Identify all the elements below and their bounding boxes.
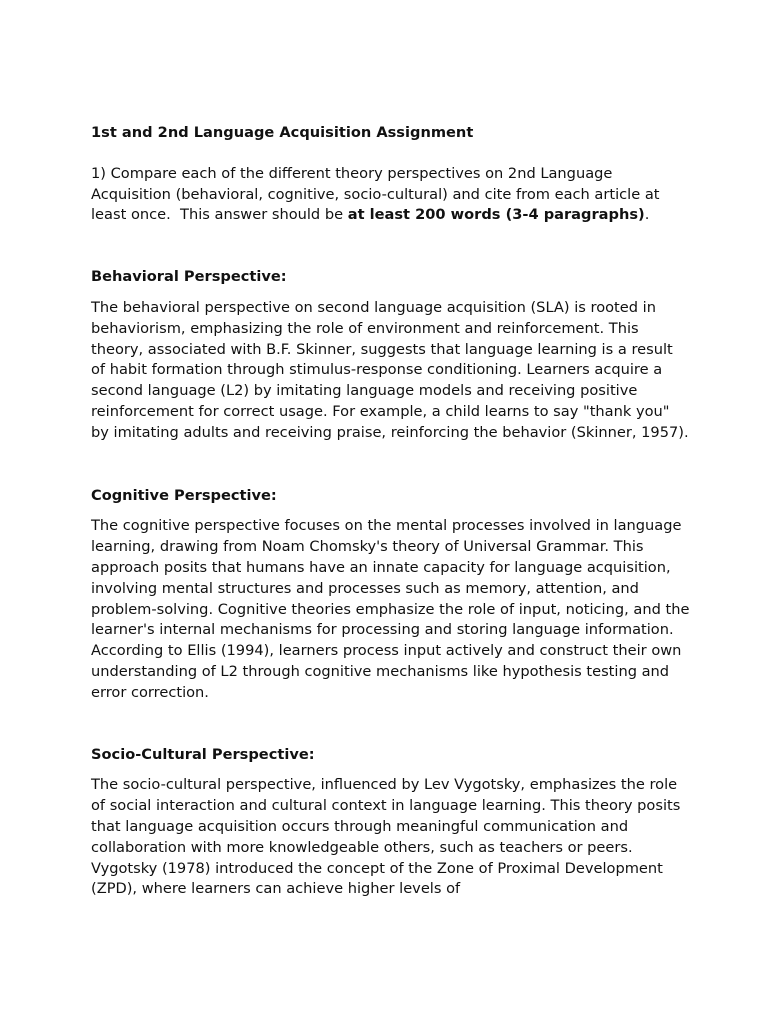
document-title: 1st and 2nd Language Acquisition Assignment [91,124,474,141]
question-text: 1) Compare each of the different theory perspectives on 2nd Language Acquisition (behavioral, cognitive, socio-cultural) and cite from each article at least once. This answer should be [91,164,660,224]
assignment-question [91,164,691,226]
sociocultural-paragraph: The socio-cultural perspective, influenced by Lev Vygotsky, emphasizes the role of social interaction and cultural context in language learning. This theory posits that language acquisition occurs through meaningful communication and collaboration with more knowledgeable others, such as teachers or peers. Vygotsky (1978) introduced the concept of the Zone of Proximal Development (ZPD), where learners can achieve higher levels of [91,776,681,898]
question-end: . [644,206,650,224]
cognitive-paragraph: The cognitive perspective focuses on the mental processes involved in language learning, drawing from Noam Chomsky's theory of Universal Grammar. This approach posits that humans have an innate capacity for language acquisition, involving mental structures and processes such as memory, attention, and problem-solving. Cognitive theories emphasize the role of input, noticing, and the learner's internal mechanisms for processing and storing language information. According to Ellis (1994), learners process input actively and construct their own understanding of L2 through cognitive mechanisms like hypothesis testing and error correction. [91,517,690,701]
sociocultural-heading: Socio-Cultural Perspective: [91,745,315,763]
cognitive-heading: Cognitive Perspective: [91,486,277,504]
behavioral-heading: Behavioral Perspective: [91,268,287,286]
document-page [91,123,691,900]
behavioral-paragraph: The behavioral perspective on second language acquisition (SLA) is rooted in behaviorism, emphasizing the role of environment and reinforcement. This theory, associated with B.F. Skinner, suggests that language learning is a result of habit formation through stimulus-response conditioning. Learners acquire a second language (L2) by imitating language models and receiving positive reinforcement for correct usage. For example, a child learns to say "thank you" by imitating adults and receiving praise, reinforcing the behavior (Skinner, 1957). [91,298,689,441]
question-emphasis: at least 200 words (3-4 paragraphs) [347,206,645,224]
